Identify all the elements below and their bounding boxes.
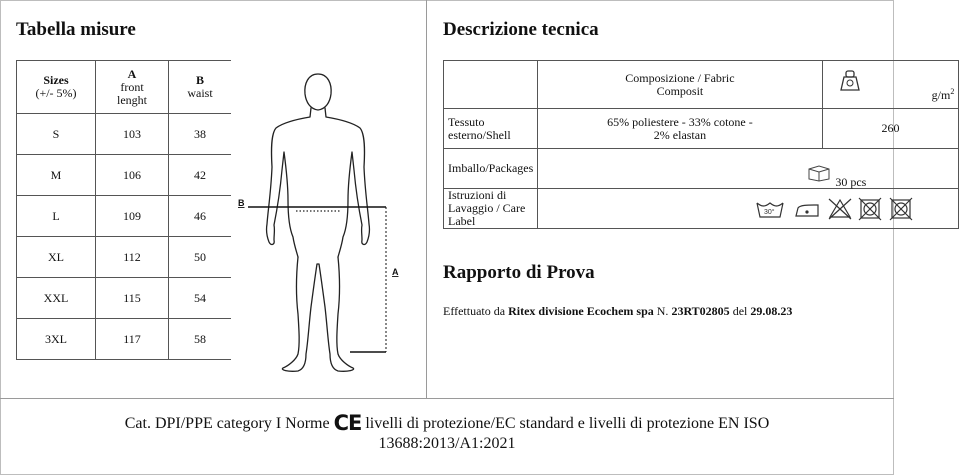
figure-label-b: B — [238, 198, 245, 208]
shell-composition-line1: 65% poliestere - 33% cotone - — [607, 114, 753, 129]
composition-header-line1: Composizione / Fabric — [625, 70, 735, 85]
tech-table — [443, 60, 959, 229]
report-n-label: N. — [656, 304, 669, 318]
care-icons — [754, 195, 954, 223]
table-row — [17, 319, 232, 360]
composition-header-line2: Composit — [656, 83, 704, 98]
no-tumble-dry-icon — [859, 198, 881, 220]
table-row — [17, 114, 232, 155]
table-row — [17, 196, 232, 237]
size-cell: L — [17, 196, 96, 237]
b-cell: 58 — [169, 319, 232, 360]
shell-label: Tessuto esterno/Shell — [444, 109, 538, 149]
care-label — [444, 189, 538, 229]
table-row — [17, 155, 232, 196]
report-del-label: del — [732, 304, 748, 318]
size-cell: 3XL — [17, 319, 96, 360]
header-a-label-1: front — [120, 79, 144, 94]
tech-description-title: Descrizione tecnica — [443, 19, 599, 40]
body-outline — [267, 74, 370, 371]
footer-divider — [0, 398, 894, 399]
care-icons-cell — [538, 189, 959, 229]
header-a-code: A — [127, 66, 137, 81]
size-table-title: Tabella misure — [16, 19, 136, 40]
size-table-header — [17, 61, 232, 114]
wash-temp: 30° — [764, 208, 775, 216]
tech-row-care — [444, 189, 959, 229]
a-cell: 117 — [96, 319, 169, 360]
size-cell: S — [17, 114, 96, 155]
a-cell: 106 — [96, 155, 169, 196]
b-cell: 54 — [169, 278, 232, 319]
a-cell: 109 — [96, 196, 169, 237]
column-divider — [426, 0, 427, 398]
footer-norms — [0, 413, 894, 454]
header-b — [169, 61, 232, 114]
table-row — [17, 237, 232, 278]
header-a-label-2: lenght — [117, 92, 147, 107]
packages-label: Imballo/Packages — [444, 149, 538, 189]
tech-header-row — [444, 61, 959, 109]
footer-text-before-ce: Cat. DPI/PPE category I Norme — [124, 415, 330, 432]
table-row — [17, 278, 232, 319]
b-cell: 46 — [169, 196, 232, 237]
report-date: 29.08.23 — [750, 304, 793, 318]
weight-scale-icon — [837, 68, 863, 92]
size-cell: XL — [17, 237, 96, 278]
header-b-code: B — [195, 73, 204, 87]
gsm-unit-exp: 2 — [950, 86, 955, 96]
tech-row-packages — [444, 149, 959, 189]
tech-header-empty — [444, 61, 538, 109]
size-cell: XXL — [17, 278, 96, 319]
a-cell: 103 — [96, 114, 169, 155]
b-cell: 42 — [169, 155, 232, 196]
care-label-line2: Label — [448, 214, 476, 228]
size-table — [16, 60, 231, 360]
packages-value-cell — [538, 149, 959, 189]
tech-row-shell — [444, 109, 959, 149]
box-package-icon — [806, 164, 832, 182]
header-tolerance: (+/- 5%) — [35, 86, 77, 100]
report-number: 23RT02805 — [671, 304, 730, 318]
gsm-unit — [932, 85, 955, 102]
torso-and-arms-outline — [267, 108, 370, 257]
a-cell: 115 — [96, 278, 169, 319]
gsm-unit-base: g/m — [931, 87, 951, 102]
no-dry-clean-icon — [890, 198, 912, 220]
size-cell: M — [17, 155, 96, 196]
frame-left — [0, 0, 1, 475]
gsm-header — [822, 61, 959, 109]
report-prefix: Effettuato da — [443, 304, 506, 318]
body-measurement-figure — [238, 62, 398, 382]
report-line — [443, 304, 792, 319]
packages-icon-row — [806, 164, 926, 190]
composition-header — [538, 61, 822, 109]
b-cell: 38 — [169, 114, 232, 155]
figure-label-a: A — [392, 267, 399, 277]
header-a — [96, 61, 169, 114]
header-b-label: waist — [187, 86, 213, 100]
a-cell: 112 — [96, 237, 169, 278]
footer-text-after-ce: livelli di protezione/EC standard e livelli di protezione EN ISO — [365, 415, 770, 432]
no-bleach-icon — [829, 199, 851, 219]
header-sizes-label: Sizes — [43, 73, 69, 87]
report-lab: Ritex divisione Ecochem spa — [508, 304, 654, 318]
header-sizes — [17, 61, 96, 114]
head-outline — [305, 74, 331, 110]
shell-composition — [538, 109, 822, 149]
packages-value: 30 pcs — [835, 175, 867, 190]
shell-gsm: 260 — [822, 109, 959, 149]
frame-top — [0, 0, 894, 1]
shell-composition-line2: 2% elastan — [653, 127, 707, 142]
b-cell: 50 — [169, 237, 232, 278]
iron-dot — [806, 211, 808, 213]
footer-line2: 13688:2013/A1:2021 — [378, 435, 516, 452]
care-label-line1: Istruzioni di Lavaggio / Care — [448, 188, 526, 215]
legs-outline — [282, 257, 353, 371]
ce-mark: CE — [333, 411, 362, 435]
report-title: Rapporto di Prova — [443, 262, 595, 283]
